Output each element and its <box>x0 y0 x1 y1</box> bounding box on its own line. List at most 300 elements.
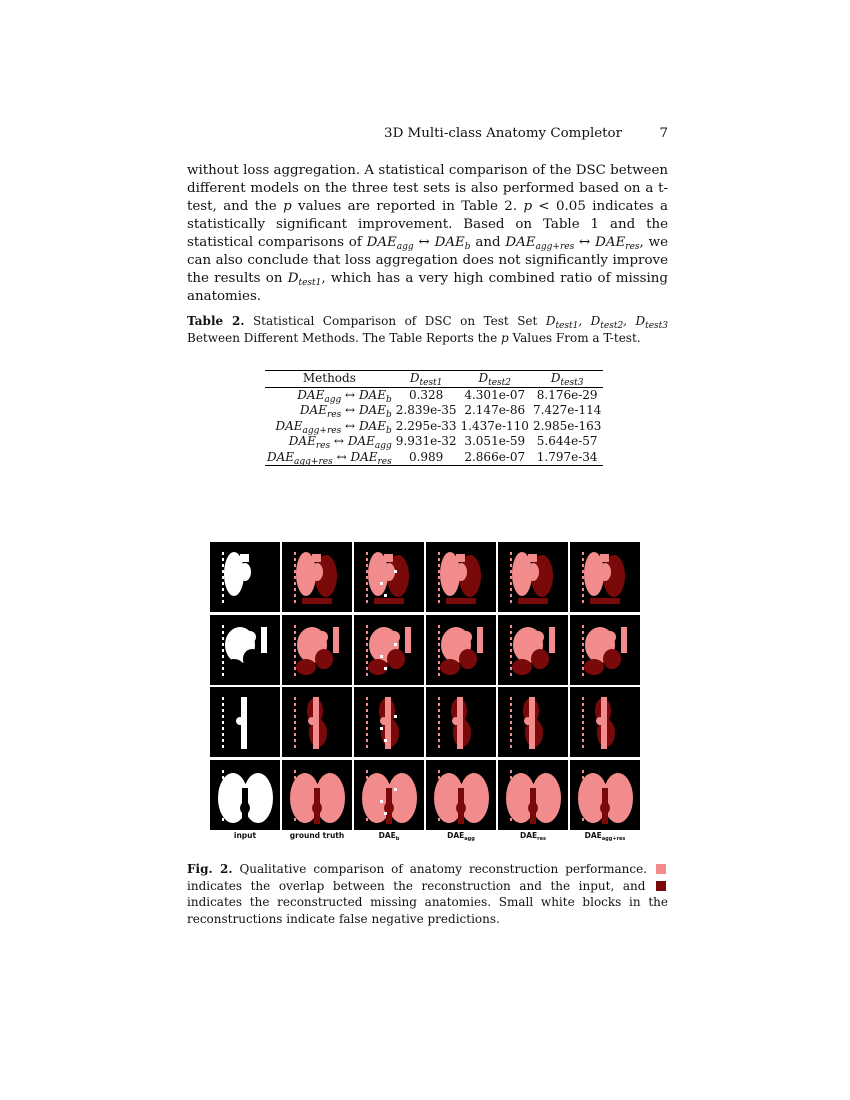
rib-mark <box>366 655 368 658</box>
column-label-dae-agg-res <box>570 831 640 840</box>
anatomy-slice <box>282 687 352 757</box>
rib-mark <box>222 697 224 700</box>
rib-mark <box>510 655 512 658</box>
rib-mark <box>222 631 224 634</box>
rib-mark <box>582 564 584 567</box>
rib-mark <box>510 673 512 676</box>
rib-mark <box>294 631 296 634</box>
math-p: p <box>501 330 509 345</box>
rib-mark <box>294 788 296 791</box>
method-cell: $DAE_{res}$ ↔ $DAE_b$ <box>299 403 392 420</box>
overlap-region <box>311 563 323 581</box>
rib-mark <box>294 800 296 803</box>
overlap-color-swatch <box>656 864 666 874</box>
rib-mark <box>582 794 584 797</box>
overlap-region <box>316 631 328 643</box>
missing-region <box>387 649 405 669</box>
rib-mark <box>510 697 512 700</box>
rib-mark <box>222 673 224 676</box>
figure-caption-label: Fig. 2. <box>187 862 233 876</box>
rib-mark <box>582 770 584 773</box>
rib-mark <box>222 600 224 603</box>
rib-mark <box>222 558 224 561</box>
text-run: Values From a T-test. <box>508 330 641 345</box>
image-panel <box>570 542 640 612</box>
overlap-region <box>239 563 251 581</box>
label-subscript: agg <box>464 836 475 842</box>
image-panel <box>210 542 280 612</box>
anatomy-slice <box>282 615 352 685</box>
rib-mark <box>366 673 368 676</box>
overlap-region <box>388 631 400 643</box>
rib-mark <box>582 552 584 555</box>
value-cell: 7.427e-114 <box>532 403 602 417</box>
false-negative-block <box>384 739 387 742</box>
value-cell: 1.797e-34 <box>531 450 603 466</box>
rib-mark <box>294 782 296 785</box>
label-text: DAE <box>447 831 465 840</box>
running-title: 3D Multi-class Anatomy Completor <box>384 126 622 141</box>
rib-mark <box>510 745 512 748</box>
missing-region <box>374 598 404 604</box>
label-text: DAE <box>520 831 538 840</box>
rib-mark <box>222 721 224 724</box>
missing-region <box>531 649 549 669</box>
rib-mark <box>582 788 584 791</box>
rib-mark <box>510 733 512 736</box>
image-panel <box>354 760 424 830</box>
text-run: indicates the reconstructed missing anatomies. Small white blocks in the reconstructions indicate false negative predictions. <box>187 895 668 926</box>
rib-mark <box>438 733 440 736</box>
rib-mark <box>366 812 368 815</box>
rib-mark <box>438 552 440 555</box>
overlap-region <box>405 627 411 653</box>
rib-mark <box>438 600 440 603</box>
value-cell: 0.989 <box>394 450 459 466</box>
rib-mark <box>510 667 512 670</box>
rib-mark <box>582 709 584 712</box>
missing-region <box>302 598 332 604</box>
anatomy-slice <box>570 687 640 757</box>
missing-color-swatch <box>656 881 666 891</box>
rib-mark <box>366 733 368 736</box>
missing-region <box>528 802 538 814</box>
anatomy-slice <box>354 615 424 685</box>
rib-mark <box>222 733 224 736</box>
rib-mark <box>366 576 368 579</box>
rib-mark <box>366 661 368 664</box>
overlap-region <box>236 717 244 725</box>
page-number: 7 <box>659 126 668 141</box>
math-p: p <box>523 199 533 214</box>
overlap-region <box>383 563 395 581</box>
rib-mark <box>510 637 512 640</box>
rib-mark <box>294 661 296 664</box>
value-cell: 0.328 <box>408 387 444 402</box>
anatomy-slice <box>426 760 496 830</box>
anatomy-slice <box>570 615 640 685</box>
text-run: without loss aggregation. A statistical comparison of the DSC between different models on the three test sets is also performed based on a t-test, and the <box>187 163 668 214</box>
rib-mark <box>294 727 296 730</box>
rib-mark <box>294 697 296 700</box>
overlap-region <box>455 563 467 581</box>
rib-mark <box>222 794 224 797</box>
image-panel <box>210 615 280 685</box>
false-negative-block <box>394 643 397 646</box>
rib-mark <box>438 812 440 815</box>
anatomy-slice <box>498 615 568 685</box>
method-cell: $DAE_{agg+res}$ ↔ $DAE_b$ <box>275 418 392 436</box>
image-panel <box>282 615 352 685</box>
rib-mark <box>222 709 224 712</box>
false-negative-block <box>384 594 387 597</box>
rib-mark <box>510 552 512 555</box>
rib-mark <box>222 806 224 809</box>
rib-mark <box>222 782 224 785</box>
table-row <box>265 434 603 450</box>
rib-mark <box>222 576 224 579</box>
anatomy-slice <box>498 542 568 612</box>
table-row <box>265 387 603 403</box>
rib-mark <box>294 558 296 561</box>
rib-mark <box>366 800 368 803</box>
rib-mark <box>510 661 512 664</box>
column-label-dae-b <box>354 831 424 840</box>
table-caption-label: Table 2. <box>187 314 245 328</box>
rib-mark <box>510 812 512 815</box>
rib-mark <box>510 782 512 785</box>
rib-mark <box>366 588 368 591</box>
rib-mark <box>222 637 224 640</box>
column-label-dae-res <box>498 831 568 840</box>
rib-mark <box>582 733 584 736</box>
rib-mark <box>222 715 224 718</box>
false-negative-block <box>394 715 397 718</box>
table-row <box>265 419 603 435</box>
image-panel <box>282 542 352 612</box>
overlap-region <box>244 631 256 643</box>
anatomy-slice <box>282 542 352 612</box>
rib-mark <box>510 715 512 718</box>
text-run: and <box>470 235 506 250</box>
rib-mark <box>294 770 296 773</box>
rib-mark <box>582 588 584 591</box>
rib-mark <box>510 625 512 628</box>
rib-mark <box>510 818 512 821</box>
rib-mark <box>222 643 224 646</box>
rib-mark <box>294 649 296 652</box>
text-run: Between Different Methods. The Table Reports the <box>187 330 502 345</box>
rib-mark <box>582 625 584 628</box>
rib-mark <box>438 625 440 628</box>
rib-mark <box>510 770 512 773</box>
rib-mark <box>222 649 224 652</box>
rib-mark <box>222 564 224 567</box>
rib-mark <box>510 703 512 706</box>
rib-mark <box>582 631 584 634</box>
image-panel <box>570 760 640 830</box>
rib-mark <box>438 576 440 579</box>
anatomy-slice <box>426 542 496 612</box>
value-cell: 2.147e-86 <box>464 403 526 417</box>
value-cell: 2.839e-35 <box>395 403 457 417</box>
rib-mark <box>438 661 440 664</box>
label-subscript: agg+res <box>601 836 626 842</box>
missing-region <box>240 802 250 814</box>
rib-mark <box>438 709 440 712</box>
rib-mark <box>222 770 224 773</box>
rib-mark <box>294 794 296 797</box>
rib-mark <box>582 661 584 664</box>
rib-mark <box>294 721 296 724</box>
rib-mark <box>582 667 584 670</box>
rib-mark <box>366 570 368 573</box>
rib-mark <box>582 776 584 779</box>
rib-mark <box>222 745 224 748</box>
column-header: $D_{test1}$ <box>394 371 459 388</box>
value-cell: 9.931e-32 <box>395 434 457 448</box>
overlap-region <box>528 554 537 562</box>
rib-mark <box>582 594 584 597</box>
rib-mark <box>438 637 440 640</box>
rib-mark <box>510 709 512 712</box>
rib-mark <box>366 582 368 585</box>
missing-region <box>459 649 477 669</box>
rib-mark <box>366 788 368 791</box>
rib-mark <box>366 770 368 773</box>
rib-mark <box>294 715 296 718</box>
missing-region <box>296 659 316 675</box>
image-panel <box>210 760 280 830</box>
value-cell: 8.176e-29 <box>536 387 598 402</box>
rib-mark <box>438 715 440 718</box>
rib-mark <box>438 788 440 791</box>
table-caption <box>187 313 668 346</box>
missing-region <box>512 659 532 675</box>
rib-mark <box>294 643 296 646</box>
text-run: indicates the overlap between the reconstruction and the input, and <box>187 878 654 893</box>
image-panel <box>354 687 424 757</box>
rib-mark <box>582 715 584 718</box>
rib-mark <box>222 667 224 670</box>
missing-region <box>230 598 260 604</box>
rib-mark <box>366 600 368 603</box>
rib-mark <box>510 739 512 742</box>
rib-mark <box>582 745 584 748</box>
rib-mark <box>438 594 440 597</box>
rib-mark <box>222 552 224 555</box>
anatomy-slice <box>570 542 640 612</box>
image-panel <box>426 687 496 757</box>
label-text: DAE <box>378 831 396 840</box>
value-cell: 3.051e-59 <box>464 434 526 448</box>
rib-mark <box>438 770 440 773</box>
image-panel <box>498 760 568 830</box>
image-panel <box>282 687 352 757</box>
missing-region <box>590 598 620 604</box>
rib-mark <box>438 667 440 670</box>
table-row <box>265 403 603 419</box>
rib-mark <box>438 582 440 585</box>
rib-mark <box>510 806 512 809</box>
rib-mark <box>366 721 368 724</box>
rib-mark <box>222 776 224 779</box>
rib-mark <box>222 727 224 730</box>
rib-mark <box>582 727 584 730</box>
rib-mark <box>366 643 368 646</box>
rib-mark <box>438 643 440 646</box>
missing-region <box>456 802 466 814</box>
rib-mark <box>294 564 296 567</box>
rib-mark <box>438 739 440 742</box>
rib-mark <box>510 631 512 634</box>
rib-mark <box>438 631 440 634</box>
rib-mark <box>438 673 440 676</box>
overlap-region <box>600 554 609 562</box>
body-paragraph <box>187 162 668 306</box>
anatomy-slice <box>570 760 640 830</box>
overlap-region <box>604 631 616 643</box>
table-row <box>265 450 603 466</box>
value-cell: 1.437e-110 <box>460 418 529 433</box>
rib-mark <box>294 776 296 779</box>
rib-mark <box>222 655 224 658</box>
text-run: < 0.05 indicates a statistically significant improvement. Based on Table 1 and the statistical comparisons of <box>187 199 669 250</box>
rib-mark <box>294 806 296 809</box>
rib-mark <box>366 727 368 730</box>
anatomy-slice <box>426 687 496 757</box>
rib-mark <box>582 721 584 724</box>
overlap-region <box>380 717 388 725</box>
overlap-region <box>527 563 539 581</box>
false-negative-block <box>384 667 387 670</box>
rib-mark <box>510 576 512 579</box>
overlap-region <box>308 717 316 725</box>
text-run: values are reported in Table 2. <box>291 199 524 214</box>
anatomy-slice <box>210 615 280 685</box>
math-comparison-2: $DAE_{agg+res}$ ↔ $DAE_{res}$ <box>505 235 640 252</box>
rib-mark <box>294 552 296 555</box>
overlap-region <box>452 717 460 725</box>
rib-mark <box>510 564 512 567</box>
rib-mark <box>294 673 296 676</box>
missing-region <box>243 649 261 669</box>
column-header: $D_{test3}$ <box>531 371 603 388</box>
rib-mark <box>294 812 296 815</box>
anatomy-slice <box>210 542 280 612</box>
image-panel <box>282 760 352 830</box>
anatomy-slice <box>498 687 568 757</box>
rib-mark <box>510 643 512 646</box>
rib-mark <box>510 582 512 585</box>
text-run: Qualitative comparison of anatomy reconstruction performance. <box>232 862 654 876</box>
label-text: input <box>233 831 257 840</box>
math-test-sets: $D_{test1}$, $D_{test2}$, $D_{test3}$ <box>545 314 668 331</box>
rib-mark <box>222 625 224 628</box>
rib-mark <box>366 558 368 561</box>
anatomy-slice <box>354 687 424 757</box>
overlap-region <box>460 631 472 643</box>
missing-region <box>603 649 621 669</box>
overlap-region <box>240 554 249 562</box>
rib-mark <box>294 570 296 573</box>
method-cell: $DAE_{agg+res}$ ↔ $DAE_{res}$ <box>267 449 392 467</box>
rib-mark <box>582 558 584 561</box>
missing-region <box>224 659 244 675</box>
rib-mark <box>582 637 584 640</box>
rib-mark <box>510 570 512 573</box>
rib-mark <box>582 655 584 658</box>
rib-mark <box>222 800 224 803</box>
rib-mark <box>366 794 368 797</box>
overlap-region <box>532 631 544 643</box>
rib-mark <box>582 570 584 573</box>
rib-mark <box>438 649 440 652</box>
value-cell: 4.301e-07 <box>464 387 526 402</box>
false-negative-block <box>394 570 397 573</box>
value-cell: 5.644e-57 <box>536 434 598 448</box>
image-panel <box>426 760 496 830</box>
text-run: , which has a very high combined ratio of missing anatomies. <box>187 271 668 304</box>
anatomy-slice <box>354 760 424 830</box>
column-label-dae-agg <box>426 831 496 840</box>
missing-region <box>584 659 604 675</box>
anatomy-slice <box>426 615 496 685</box>
statistics-table <box>265 370 603 466</box>
rib-mark <box>438 782 440 785</box>
rib-mark <box>222 739 224 742</box>
rib-mark <box>222 818 224 821</box>
image-panel <box>426 615 496 685</box>
anatomy-slice <box>498 760 568 830</box>
missing-region <box>312 802 322 814</box>
rib-mark <box>510 721 512 724</box>
rib-mark <box>582 800 584 803</box>
rib-mark <box>438 588 440 591</box>
rib-mark <box>366 745 368 748</box>
false-negative-block <box>384 812 387 815</box>
overlap-region <box>599 563 611 581</box>
rib-mark <box>366 739 368 742</box>
rib-mark <box>366 631 368 634</box>
rib-mark <box>582 703 584 706</box>
rib-mark <box>438 558 440 561</box>
rib-mark <box>294 745 296 748</box>
rib-mark <box>582 576 584 579</box>
rib-mark <box>366 703 368 706</box>
missing-region <box>600 802 610 814</box>
missing-region <box>440 659 460 675</box>
overlap-region <box>621 627 627 653</box>
rib-mark <box>438 745 440 748</box>
rib-mark <box>510 776 512 779</box>
missing-region <box>315 649 333 669</box>
overlap-region <box>524 717 532 725</box>
rib-mark <box>222 570 224 573</box>
rib-mark <box>294 582 296 585</box>
rib-mark <box>366 782 368 785</box>
anatomy-slice <box>210 760 280 830</box>
rib-mark <box>438 727 440 730</box>
overlap-region <box>456 554 465 562</box>
rib-mark <box>510 600 512 603</box>
rib-mark <box>294 600 296 603</box>
rib-mark <box>438 800 440 803</box>
math-comparison-1: $DAE_{agg}$ ↔ $DAE_b$ <box>366 235 471 252</box>
text-run: Statistical Comparison of DSC on Test Set <box>244 314 546 328</box>
rib-mark <box>438 776 440 779</box>
text-run: , we can also conclude that loss aggregation does not significantly improve the results on <box>187 235 669 286</box>
